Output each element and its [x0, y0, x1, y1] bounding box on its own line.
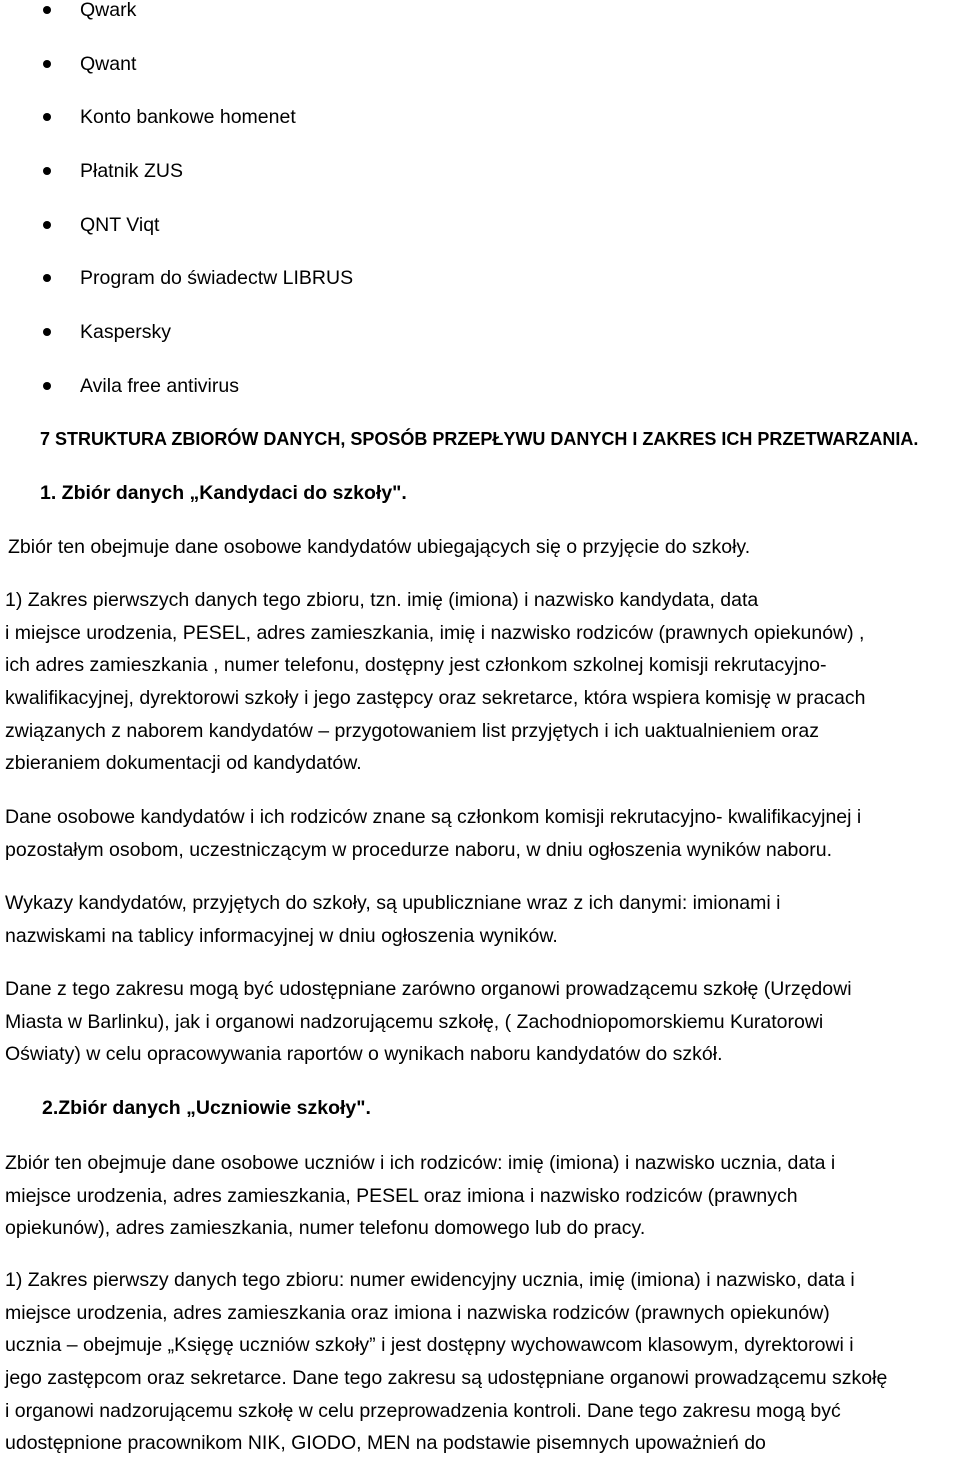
paragraph-line: udostępnione pracownikom NIK, GIODO, MEN na podstawie pisemnych upoważnień do [5, 1432, 766, 1455]
software-bullet-list [0, 0, 960, 420]
set-2-paragraph-1 [5, 1147, 955, 1245]
set-1-intro: Zbiór ten obejmuje dane osobowe kandydatów ubiegających się o przyjęcie do szkoły. [8, 536, 751, 558]
set-2-heading: 2.Zbiór danych „Uczniowie szkoły". [42, 1097, 371, 1119]
paragraph-line: Zbiór ten obejmuje dane osobowe uczniów i ich rodziców: imię (imiona) i nazwisko ucznia, data i [5, 1152, 836, 1174]
list-item-label: Qwark [80, 0, 137, 21]
list-item-label: Kaspersky [80, 321, 172, 344]
list-item-label: Program do świadectw LIBRUS [80, 267, 354, 290]
paragraph-line: ucznia – obejmuje „Księgę uczniów szkoły” i jest dostępny wychowawcom klasowym, dyrektorowi i [5, 1334, 854, 1357]
bullet-dot-icon [43, 382, 51, 390]
list-item-label: Avila free antivirus [80, 374, 239, 397]
paragraph-line: i miejsce urodzenia, PESEL, adres zamieszkania, imię i nazwisko rodziców (prawnych opiekunów) , [5, 621, 865, 644]
bullet-dot-icon [43, 274, 51, 282]
paragraph-line: miejsce urodzenia, adres zamieszkania oraz imiona i nazwiska rodziców (prawnych opiekunów) [5, 1301, 830, 1324]
bullet-dot-icon [43, 60, 51, 68]
paragraph-line: 1) Zakres pierwszych danych tego zbioru, tzn. imię (imiona) i nazwisko kandydata, data [5, 589, 759, 611]
list-item-label: Płatnik ZUS [80, 160, 183, 183]
list-item [0, 0, 960, 44]
list-item [0, 366, 960, 420]
bullet-dot-icon [43, 328, 51, 336]
paragraph-line: zbieraniem dokumentacji od kandydatów. [5, 752, 362, 775]
set-1-paragraph-4 [5, 973, 955, 1071]
set-1-heading: 1. Zbiór danych „Kandydaci do szkoły". [40, 482, 407, 504]
section-7-heading: 7 STRUKTURA ZBIORÓW DANYCH, SPOSÓB PRZEPŁYWU DANYCH I ZAKRES ICH PRZETWARZANIA. [40, 429, 919, 449]
paragraph-line: Miasta w Barlinku), jak i organowi nadzorującemu szkołę, ( Zachodniopomorskiemu Kuratorowi [5, 1010, 824, 1033]
paragraph-line: kwalifikacyjnej, dyrektorowi szkoły i jego zastępcy oraz sekretarce, która wspiera komisję w pracach [5, 687, 866, 710]
paragraph-line: pozostałym osobom, uczestniczącym w procedurze naboru, w dniu ogłoszenia wyników naboru. [5, 838, 832, 861]
paragraph-line: Dane osobowe kandydatów i ich rodziców znane są członkom komisji rekrutacyjno- kwalifikacyjnej i [5, 806, 862, 828]
list-item-label: QNT Viqt [80, 213, 160, 236]
bullet-dot-icon [43, 6, 51, 14]
list-item [0, 312, 960, 366]
list-item [0, 151, 960, 205]
paragraph-line: opiekunów), adres zamieszkania, numer telefonu domowego lub do pracy. [5, 1217, 646, 1240]
list-item [0, 205, 960, 259]
set-1-paragraph-1 [5, 584, 955, 780]
list-item [0, 97, 960, 151]
paragraph-line: jego zastępcom oraz sekretarce. Dane tego zakresu są udostępniane organowi prowadzącemu szkołę [5, 1367, 888, 1390]
set-1-paragraph-3 [5, 887, 955, 952]
list-item [0, 258, 960, 312]
paragraph-line: i organowi nadzorującemu szkołę w celu przeprowadzenia kontroli. Dane tego zakresu mogą być [5, 1399, 841, 1422]
paragraph-line: związanych z naborem kandydatów – przygotowaniem list przyjętych i ich uaktualnieniem oraz [5, 719, 819, 742]
list-item-label: Qwant [80, 52, 137, 75]
bullet-dot-icon [43, 167, 51, 175]
paragraph-line: Oświaty) w celu opracowywania raportów o wynikach naboru kandydatów do szkół. [5, 1043, 723, 1066]
paragraph-line: Dane z tego zakresu mogą być udostępniane zarówno organowi prowadzącemu szkołę (Urzędowi [5, 978, 852, 1000]
list-item-label: Konto bankowe homenet [80, 106, 296, 129]
paragraph-line: Wykazy kandydatów, przyjętych do szkoły, są upubliczniane wraz z ich danymi: imionami i [5, 892, 781, 914]
bullet-dot-icon [43, 113, 51, 121]
paragraph-line: ich adres zamieszkania , numer telefonu, dostępny jest członkom szkolnej komisji rekrutacyjno- [5, 654, 827, 677]
paragraph-line: 1) Zakres pierwszy danych tego zbioru: numer ewidencyjny ucznia, imię (imiona) i nazwisko, data i [5, 1269, 855, 1291]
paragraph-line: miejsce urodzenia, adres zamieszkania, PESEL oraz imiona i nazwisko rodziców (prawnych [5, 1184, 798, 1207]
paragraph-line: nazwiskami na tablicy informacyjnej w dniu ogłoszenia wyników. [5, 924, 558, 947]
list-item [0, 44, 960, 98]
set-2-paragraph-2 [5, 1264, 955, 1460]
bullet-dot-icon [43, 221, 51, 229]
set-1-paragraph-2 [5, 801, 955, 866]
